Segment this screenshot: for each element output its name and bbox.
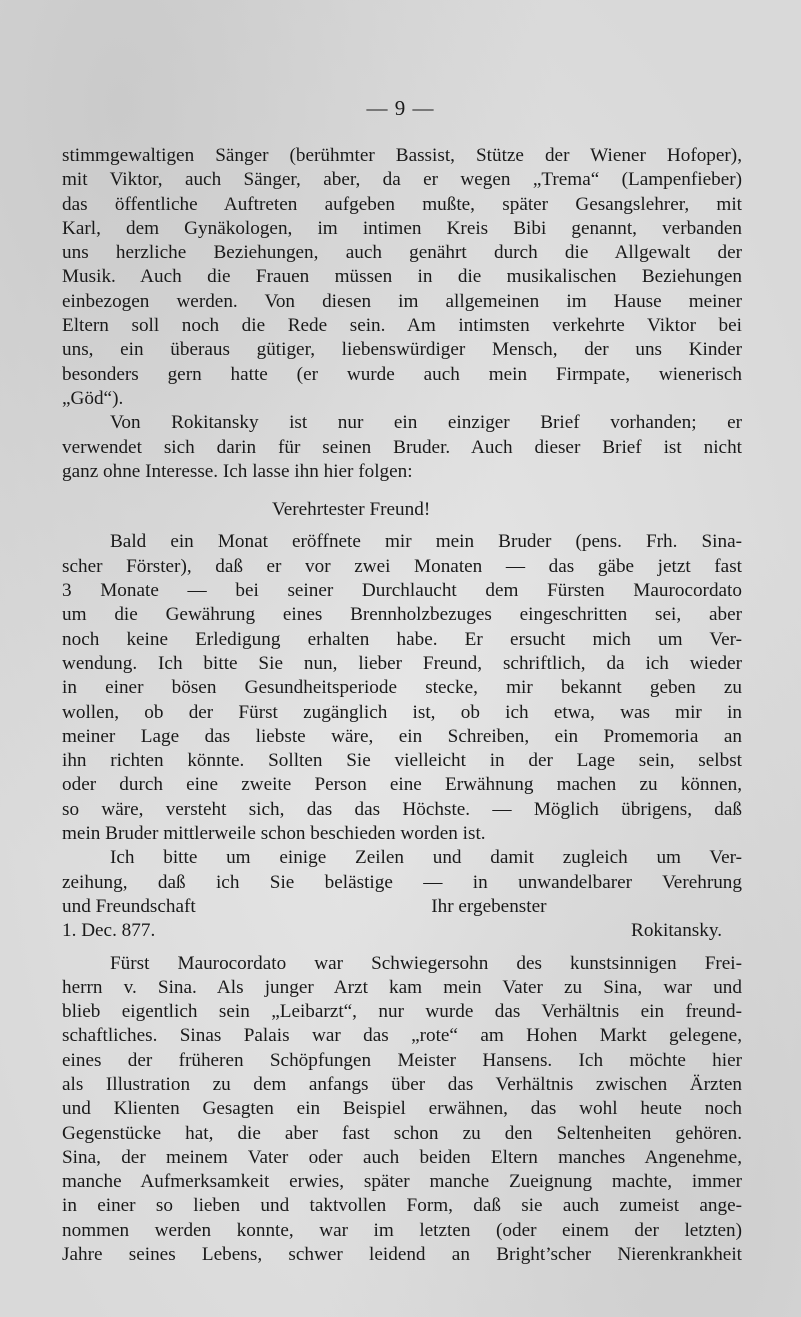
letter-salutation: Verehrtester Freund! [272,499,431,521]
letter-line: so wäre, versteht sich, das das Höchste. — Möglich übrigens, daß [62,798,742,820]
letter-line: zeihung, daß ich Sie belästige — in unwandelbarer Verehrung [62,871,742,893]
letter-line: wollen, ob der Fürst zugänglich ist, ob ich etwa, was mir in [62,701,742,723]
text-line: „Göd“). [62,387,124,409]
text-line: ganz ohne Interesse. Ich lasse ihn hier folgen: [62,460,413,482]
text-line: besonders gern hatte (er wurde auch mein Firmpate, wienerisch [62,363,742,385]
text-line: als Illustration zu dem anfangs über das Verhältnis zwischen Ärzten [62,1073,742,1095]
letter-line: ihn richten könnte. Sollten Sie vielleicht in der Lage sein, selbst [62,750,742,772]
text-line: Eltern soll noch die Rede sein. Am intimsten verkehrte Viktor bei [62,315,742,337]
letter-line: Ich bitte um einige Zeilen und damit zugleich um Ver- [110,847,742,869]
text-line: schaftliches. Sinas Palais war das „rote“ am Hohen Markt gelegene, [62,1025,742,1047]
text-line: in einer so lieben und taktvollen Form, daß sie auch zumeist ange- [62,1195,742,1217]
letter-line: oder durch eine zweite Person eine Erwähnung machen zu können, [62,774,742,796]
letter-signoff: Ihr ergebenster [431,895,547,917]
text-line: eines der früheren Schöpfungen Meister Hansens. Ich möchte hier [62,1049,742,1071]
text-line: uns herzliche Beziehungen, auch genährt durch die Allgewalt der [62,242,742,264]
letter-line: und Freundschaft [62,895,196,917]
text-line: Gegenstücke hat, die aber fast schon zu den Seltenheiten gehören. [62,1122,742,1144]
letter-signature: Rokitansky. [631,920,722,942]
text-line: mit Viktor, auch Sänger, aber, da er wegen „Trema“ (Lampenfieber) [62,169,742,191]
letter-line: mein Bruder mittlerweile schon beschieden worden ist. [62,823,486,845]
letter-line: wendung. Ich bitte Sie nun, lieber Freund, schriftlich, da ich wieder [62,652,742,674]
letter-line: meiner Lage das liebste wäre, ein Schreiben, ein Promemoria an [62,725,742,747]
letter-closing [62,895,742,919]
letter-date-signature [62,919,742,943]
text-line: blieb eigentlich sein „Leibarzt“, nur wurde das Verhältnis ein freund- [62,1001,742,1023]
letter-line: um die Gewährung eines Brennholzbezuges eingeschritten sei, aber [62,604,742,626]
text-line: manche Aufmerksamkeit erwies, später manche Zueignung machte, immer [62,1171,742,1193]
text-line: herrn v. Sina. Als junger Arzt kam mein Vater zu Sina, war und [62,976,742,998]
text-line: Musik. Auch die Frauen müssen in die musikalischen Beziehungen [62,266,742,288]
body-text [62,144,742,1267]
text-line: einbezogen werden. Von diesen im allgemeinen im Hause meiner [62,290,742,312]
page-number: — 9 — [366,96,435,120]
text-line: verwendet sich darin für seinen Bruder. Auch dieser Brief ist nicht [62,436,742,458]
letter-line: Bald ein Monat eröffnete mir mein Bruder (pens. Frh. Sina- [110,531,742,553]
text-line: Jahre seines Lebens, schwer leidend an Bright’scher Nierenkrankheit [62,1244,742,1266]
letter-line: 3 Monate — bei seiner Durchlaucht dem Fürsten Maurocordato [62,580,742,602]
text-line: Von Rokitansky ist nur ein einziger Brief vorhanden; er [110,412,742,434]
text-line: Karl, dem Gynäkologen, im intimen Kreis Bibi genannt, verbanden [62,217,742,239]
letter-date: 1. Dec. 877. [62,920,156,942]
text-line: und Klienten Gesagten ein Beispiel erwähnen, das wohl heute noch [62,1098,742,1120]
text-line: das öffentliche Auftreten aufgeben mußte, später Gesangslehrer, mit [62,193,742,215]
text-line: nommen werden konnte, war im letzten (oder einem der letzten) [62,1219,742,1241]
text-line: Sina, der meinem Vater oder auch beiden Eltern manches Angenehme, [62,1146,742,1168]
letter-line: scher Förster), daß er vor zwei Monaten — das gäbe jetzt fast [62,555,742,577]
text-line: uns, ein überaus gütiger, liebenswürdiger Mensch, der uns Kinder [62,339,742,361]
text-line: stimmgewaltigen Sänger (berühmter Bassist, Stütze der Wiener Hofoper), [62,145,742,166]
text-line: Fürst Maurocordato war Schwiegersohn des kunstsinnigen Frei- [110,952,742,974]
letter-line: in einer bösen Gesundheitsperiode stecke, mir bekannt geben zu [62,677,742,699]
letter-line: noch keine Erledigung erhalten habe. Er ersucht mich um Ver- [62,628,742,650]
